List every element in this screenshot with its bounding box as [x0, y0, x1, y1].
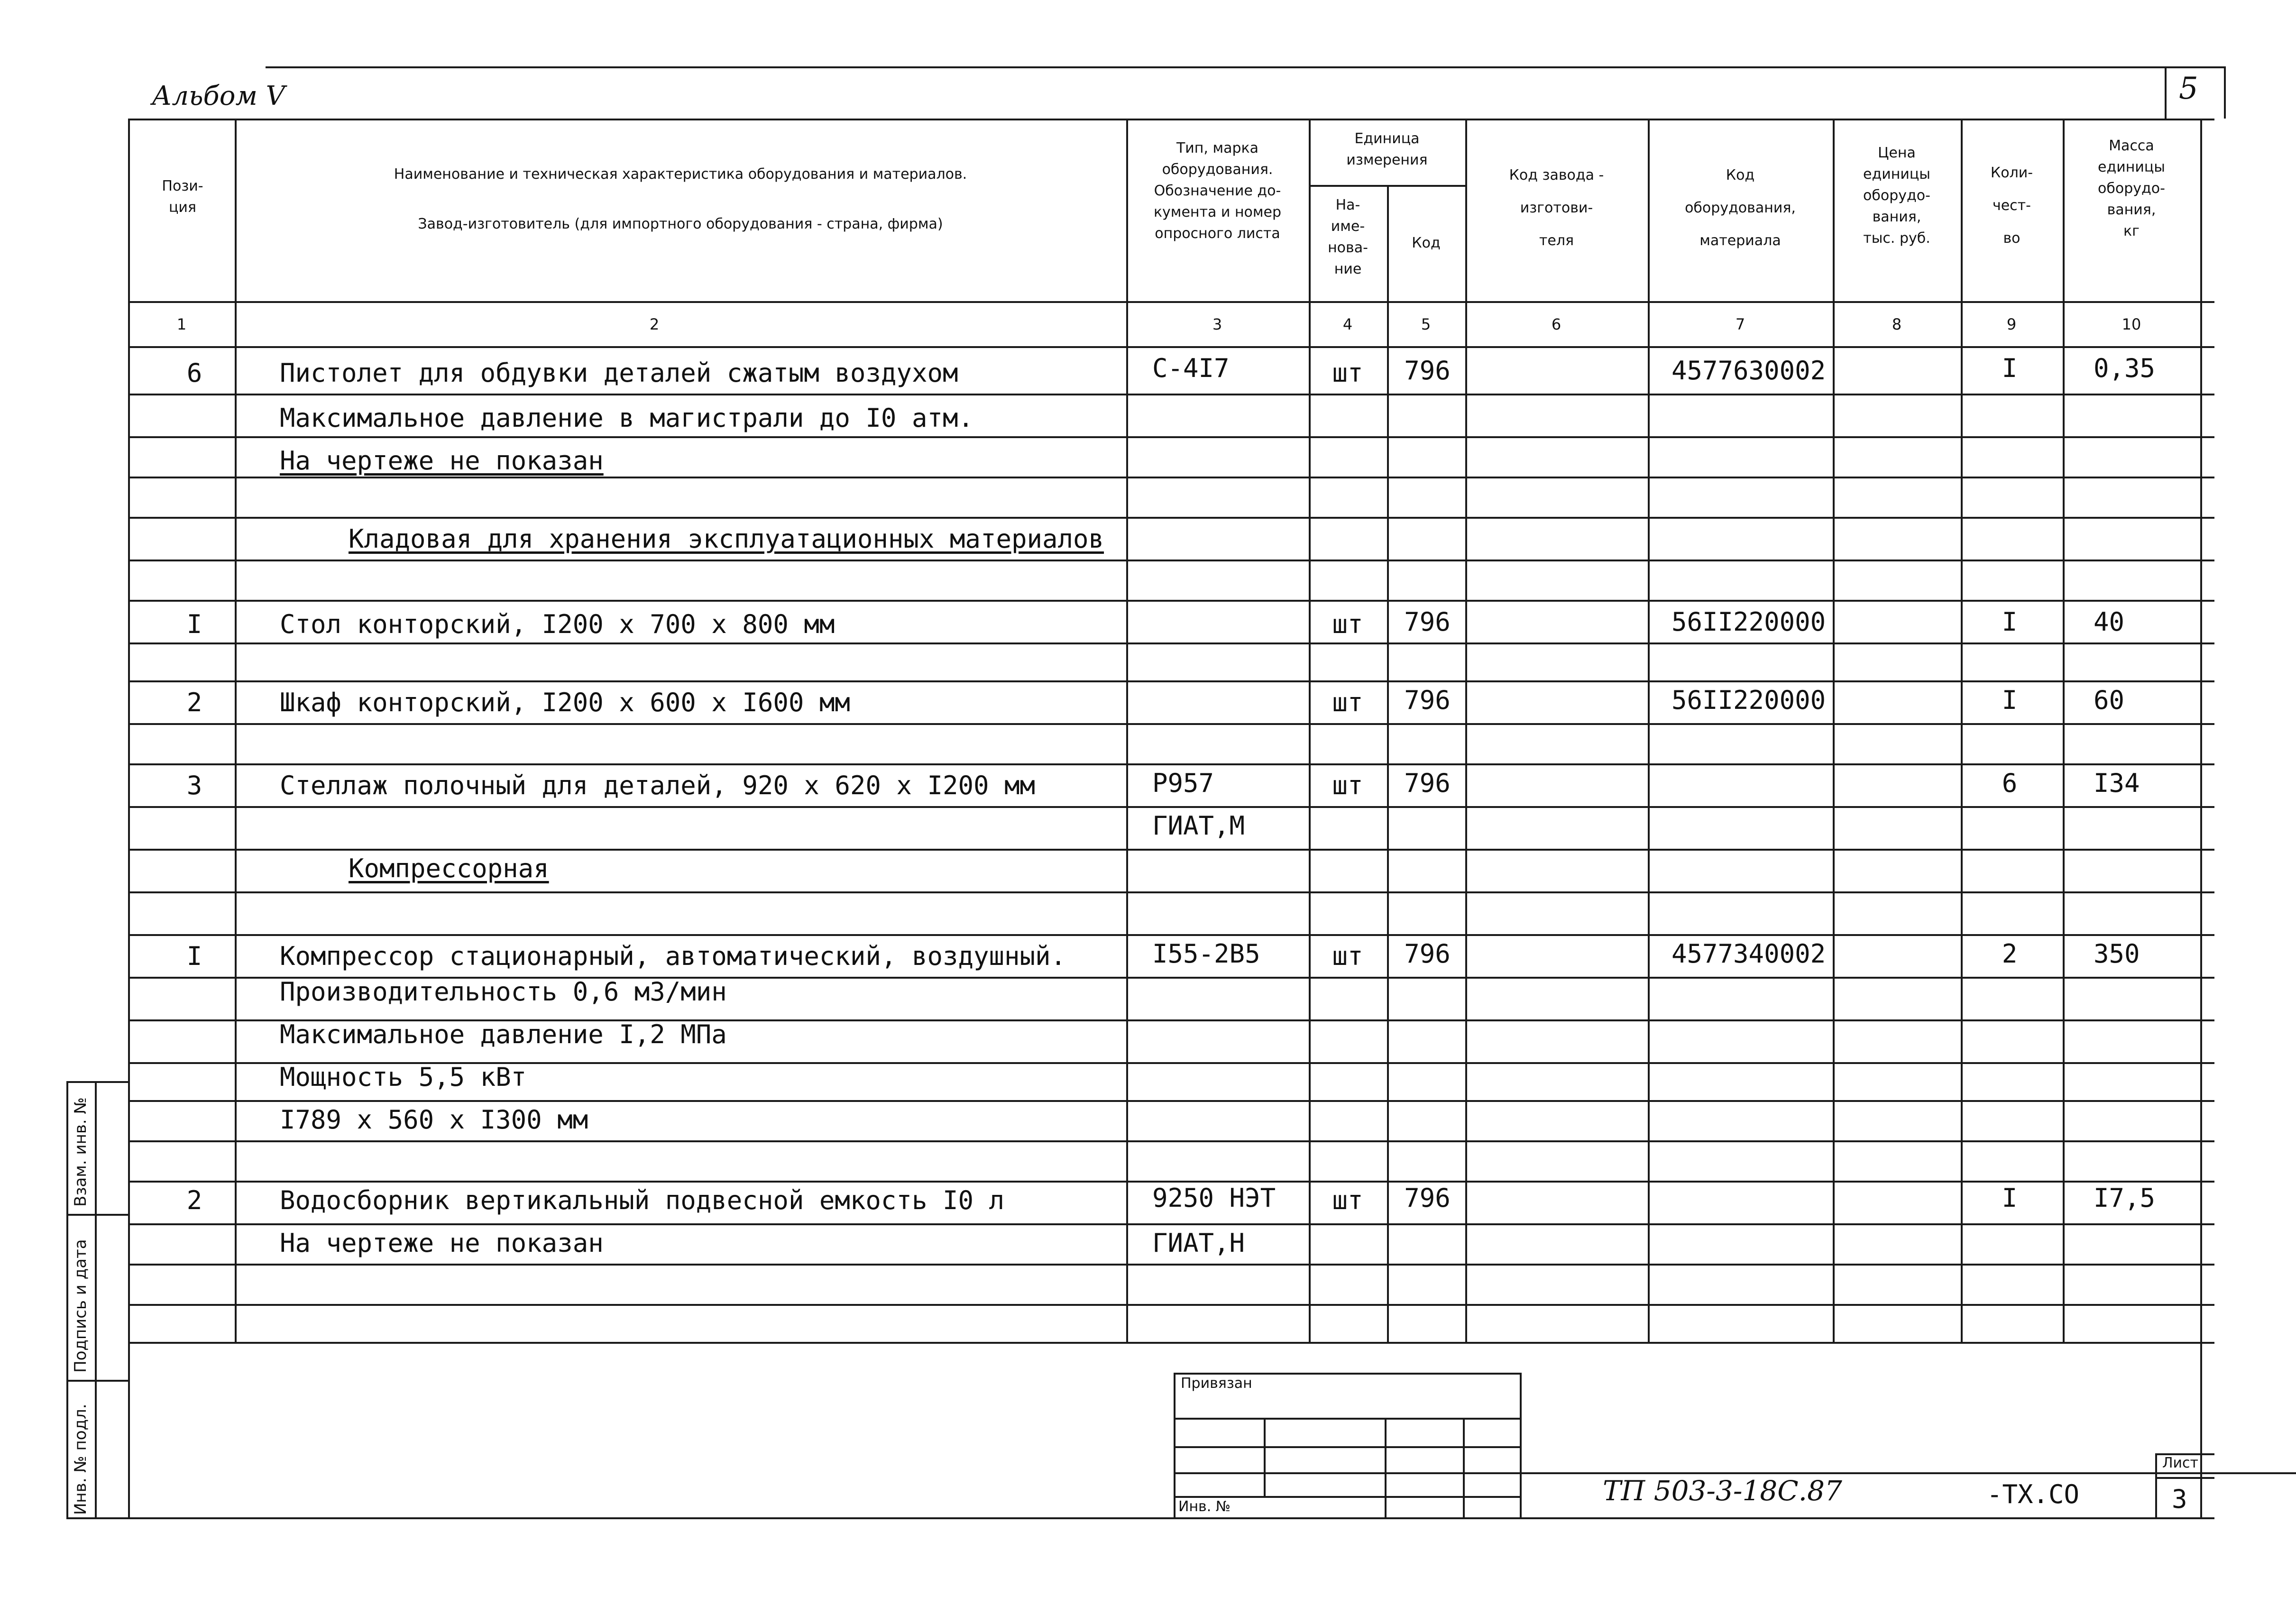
row-shelving-name: Стеллаж полочный для деталей, 920 x 620 x I200 мм: [280, 771, 1036, 800]
row-shelving-unit-code: 796: [1404, 768, 1451, 798]
column-number-6: 6: [1551, 315, 1561, 333]
column-number-5: 5: [1421, 315, 1431, 333]
row1-position: 6: [186, 358, 202, 388]
row-compressor-power: Мощность 5,5 кВт: [280, 1062, 527, 1092]
row1-unit-code: 796: [1404, 356, 1451, 385]
row1-name: Пистолет для обдувки деталей сжатым воздухом: [280, 358, 958, 388]
row-shelving-type-2: ГИАТ,М: [1152, 811, 1245, 841]
row-desk-equip-code: 56II220000: [1671, 607, 1826, 637]
column-number-9: 9: [2006, 315, 2017, 333]
row-cabinet-name: Шкаф конторский, I200 x 600 x I600 мм: [280, 688, 850, 717]
column-number-2: 2: [649, 315, 660, 333]
row-compressor-dimensions: I789 x 560 x I300 мм: [280, 1105, 588, 1135]
row-cabinet-position: 2: [186, 688, 202, 717]
row-desk-name: Стол конторский, I200 x 700 x 800 мм: [280, 609, 835, 639]
row1-equip-code: 4577630002: [1671, 356, 1826, 385]
column-number-8: 8: [1892, 315, 1902, 333]
row-compressor-quantity: 2: [2002, 939, 2018, 969]
page-mark: 5: [2179, 71, 2198, 106]
album-label: Альбом V: [152, 81, 285, 111]
header-price: Цена единицы оборудо- вания, тыс. руб.: [1863, 145, 1930, 247]
row2-name: Максимальное давление в магистрали до I0 атм.: [280, 403, 974, 433]
header-unit-code: Код: [1412, 235, 1441, 251]
row-collector-position: 2: [186, 1185, 202, 1215]
column-number-3: 3: [1212, 315, 1222, 333]
doc-code: ТП 503-3-18С.87: [1603, 1475, 1842, 1507]
row-compressor-unit-code: 796: [1404, 939, 1451, 969]
stamp-inv-no: Инв. №: [1178, 1498, 1231, 1515]
header-position: Пози- ция: [162, 178, 203, 216]
row-collector-quantity: I: [2002, 1183, 2018, 1213]
column-number-10: 10: [2122, 315, 2141, 333]
header-factory-code: Код завода - изготови- теля: [1509, 167, 1604, 249]
stamp-privyazan: Привязан: [1181, 1375, 1252, 1392]
row1-type: С-4I7: [1152, 353, 1230, 383]
row-compressor-type: I55-2В5: [1152, 939, 1260, 969]
row-cabinet-equip-code: 56II220000: [1671, 685, 1826, 715]
column-number-7: 7: [1735, 315, 1745, 333]
row-compressor-unit: шт: [1332, 941, 1363, 971]
row1-unit: шт: [1332, 358, 1363, 388]
header-unit-group: Единица измерения: [1346, 130, 1428, 168]
row1-quantity: I: [2002, 353, 2018, 383]
row-collector-type-2: ГИАТ,Н: [1152, 1228, 1245, 1258]
header-mass: Масса единицы оборудо- вания, кг: [2098, 138, 2165, 239]
row-collector-name: Водосборник вертикальный подвесной емкость I0 л: [280, 1185, 1005, 1215]
row-shelving-type: Р957: [1152, 768, 1214, 798]
row-collector-type: 9250 НЭТ: [1152, 1183, 1276, 1213]
row-shelving-position: 3: [186, 771, 202, 800]
column-number-1: 1: [176, 315, 187, 333]
header-equip-code: Код оборудования, материала: [1685, 167, 1796, 249]
section-storage-title: Кладовая для хранения эксплуатационных материалов: [349, 524, 1104, 554]
row-desk-unit: шт: [1332, 609, 1363, 639]
row-desk-position: I: [186, 609, 202, 639]
row1-mass: 0,35: [2094, 353, 2156, 383]
row-compressor-pressure: Максимальное давление I,2 МПа: [280, 1019, 727, 1049]
side-label-inv-podl: Инв. № подл.: [71, 1404, 90, 1515]
row-cabinet-mass: 60: [2094, 685, 2125, 715]
row-shelving-quantity: 6: [2002, 768, 2018, 798]
row-compressor-name: Компрессор стационарный, автоматический, воздушный.: [280, 941, 1066, 971]
row-cabinet-unit-code: 796: [1404, 685, 1451, 715]
row-compressor-position: I: [186, 941, 202, 971]
row-collector-mass: I7,5: [2094, 1183, 2156, 1213]
row-collector-unit: шт: [1332, 1185, 1363, 1215]
row-compressor-capacity: Производительность 0,6 м3/мин: [280, 977, 727, 1007]
header-name-line2: Завод-изготовитель (для импортного оборудования - страна, фирма): [418, 216, 943, 232]
row3-name: На чертеже не показан: [280, 446, 604, 476]
side-label-podpis: Подпись и дата: [71, 1239, 90, 1373]
header-name-line1: Наименование и техническая характеристика оборудования и материалов.: [394, 166, 967, 183]
header-type: Тип, марка оборудования. Обозначение до- кумента и номер опросного листа: [1153, 140, 1282, 242]
section-compressor-title: Компрессорная: [349, 853, 549, 883]
row-desk-unit-code: 796: [1404, 607, 1451, 637]
row-desk-mass: 40: [2094, 607, 2125, 637]
row-collector-note: На чертеже не показан: [280, 1228, 604, 1258]
row-desk-quantity: I: [2002, 607, 2018, 637]
row-compressor-mass: 350: [2094, 939, 2140, 969]
row-collector-unit-code: 796: [1404, 1183, 1451, 1213]
sheet-number: 3: [2172, 1484, 2187, 1514]
row-compressor-equip-code: 4577340002: [1671, 939, 1826, 969]
row-cabinet-unit: шт: [1332, 688, 1363, 717]
column-number-4: 4: [1342, 315, 1353, 333]
row-shelving-unit: шт: [1332, 771, 1363, 800]
header-quantity: Коли- чест- во: [1990, 165, 2033, 247]
header-unit-name: На- име- нова- ние: [1328, 197, 1368, 277]
row-shelving-mass: I34: [2094, 768, 2140, 798]
doc-suffix: -ТХ.СО: [1987, 1479, 2080, 1509]
side-label-vzam: Взам. инв. №: [71, 1097, 90, 1207]
sheet-label: Лист: [2162, 1455, 2199, 1471]
row-cabinet-quantity: I: [2002, 685, 2018, 715]
